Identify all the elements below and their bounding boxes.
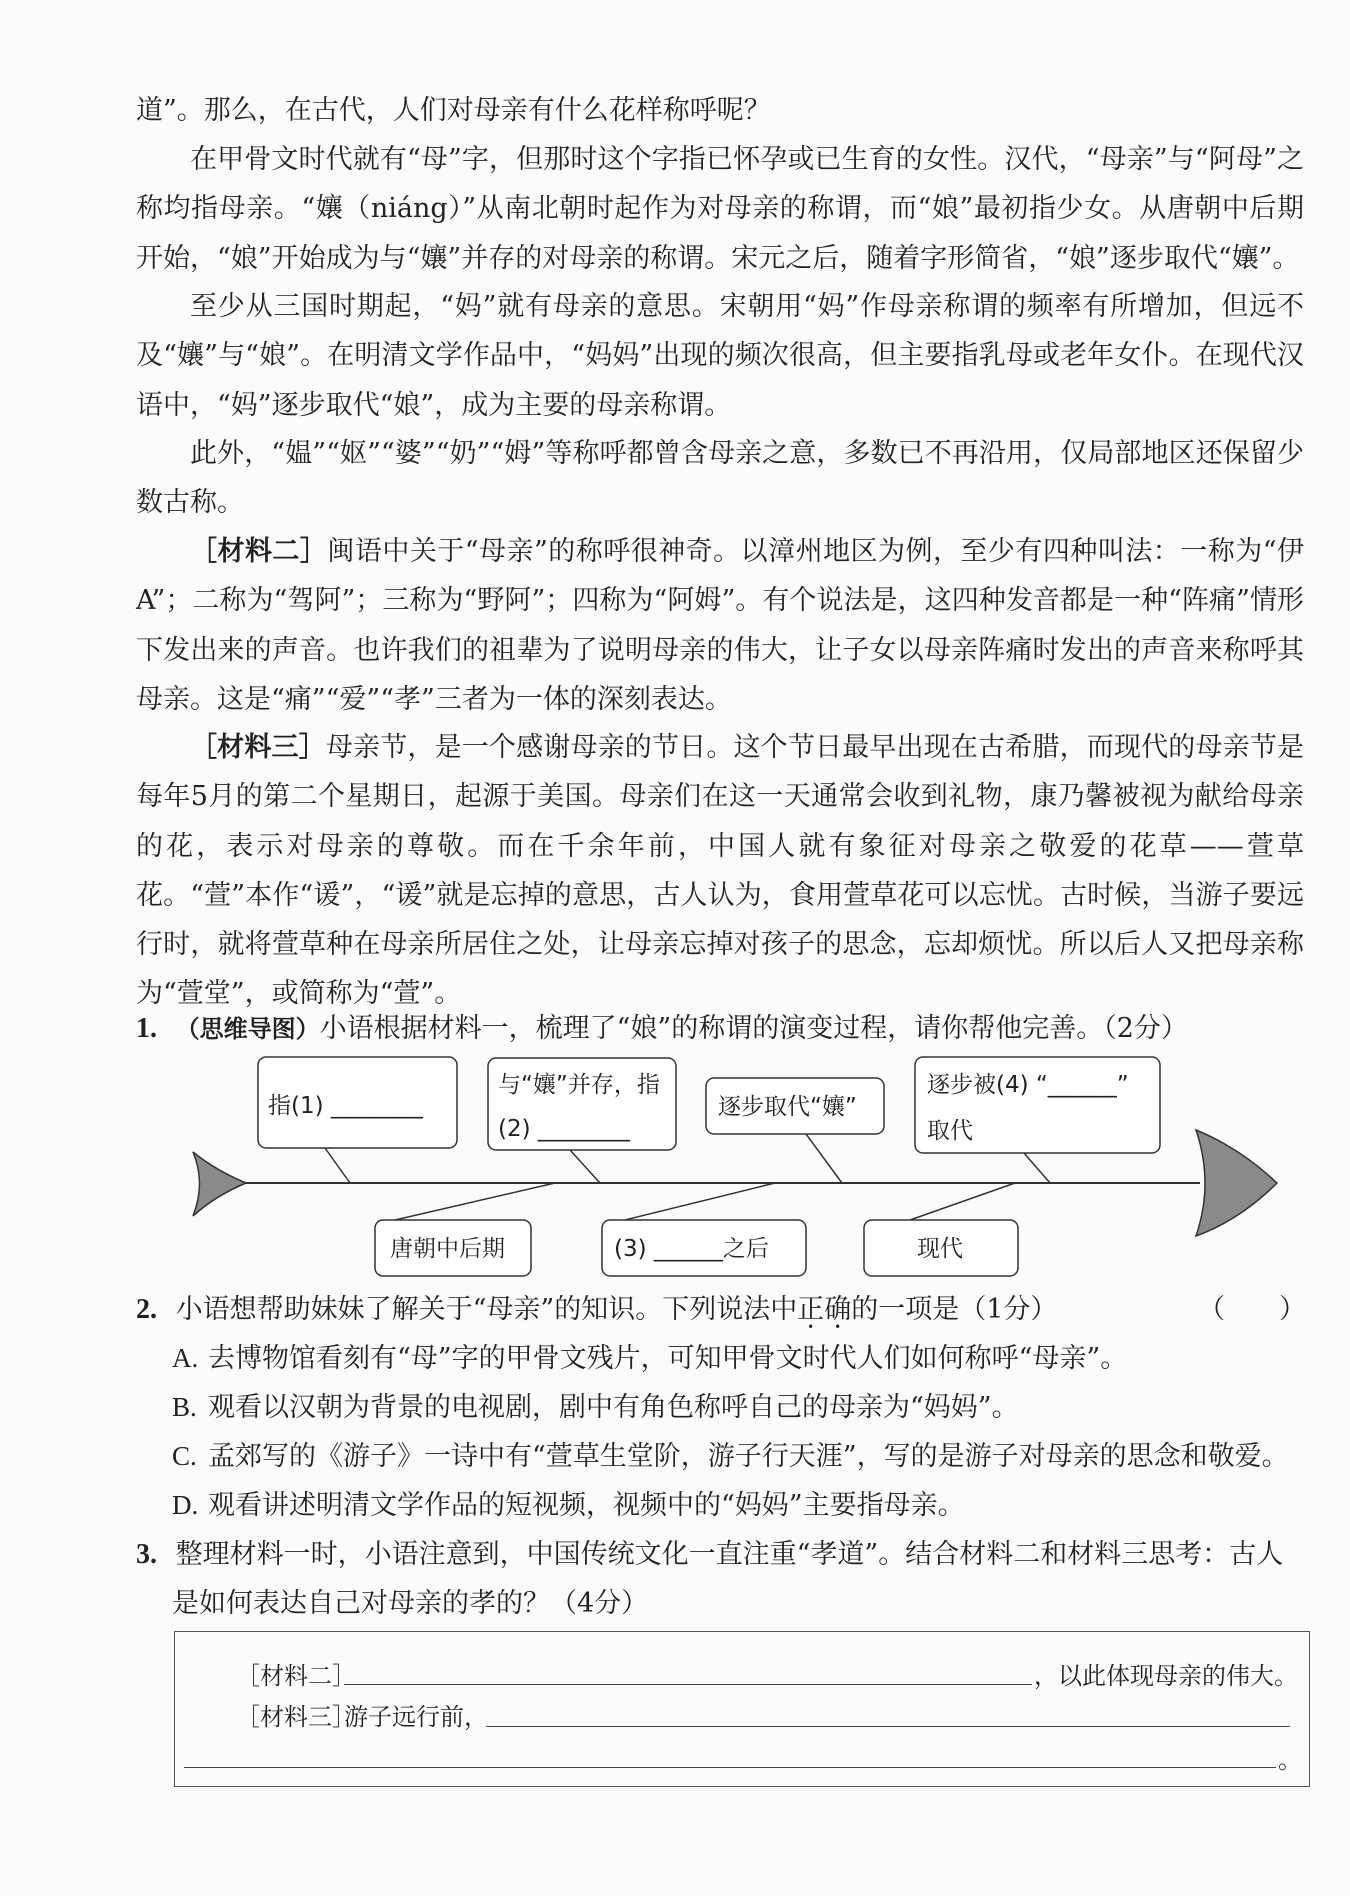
material-3-text: 母亲节，是一个感谢母亲的节日。这个节日最早出现在古希腊，而现代的母亲节是每年5月的第二个星期日，起源于美国。母亲们在这一天通常会收到礼物，康乃馨被视为献给母亲的花，表示对母亲的尊敬。而在千余年前，中国人就有象征对母亲之敬爱的花草——萱草花。“萱”本作“谖”，“谖”就是忘掉的意思，古人认为，食用萱草花可以忘忧。古时候，当游子要远行时，就将萱草种在母亲所居住之处，让母亲忘掉对孩子的思念，忘却烦忧。所以后人又把母亲称为“萱堂”，或简称为“萱”。	[136, 732, 1304, 1010]
diagram-box-2-line-2: (2) ________	[498, 1116, 630, 1142]
material-2-label: ［材料二］	[190, 536, 328, 567]
answer-material-3-blank-2[interactable]	[184, 1767, 1276, 1768]
rib-1	[325, 1148, 350, 1183]
paragraph-ma-history: 至少从三国时期起，“妈”就有母亲的意思。宋朝用“妈”作母亲称谓的频率有所增加，但远不及“孃”与“娘”。在明清文学作品中，“妈妈”出现的频次很高，但主要指乳母或老年女仆。在现代汉语中，“妈”逐步取代“娘”，成为主要的母亲称谓。	[136, 291, 1304, 421]
answer-end-mark: 。	[1278, 1746, 1302, 1774]
rib-6	[625, 1183, 775, 1220]
option-b-text: 观看以汉朝为背景的电视剧，剧中有角色称呼自己的母亲为“妈妈”。	[208, 1392, 1019, 1423]
diagram-box-3-text: 逐步取代“孃”	[718, 1094, 857, 1120]
diagram-tail	[193, 1152, 246, 1216]
option-d-letter: D.	[172, 1490, 199, 1520]
option-b-letter: B.	[172, 1392, 197, 1422]
question-2-emphasis-2: 确	[824, 1294, 852, 1325]
option-a-letter: A.	[172, 1343, 199, 1373]
answer-material-2-blank[interactable]	[344, 1684, 1032, 1685]
rib-2	[570, 1150, 600, 1183]
paragraph-intro-end: 道”。那么，在古代，人们对母亲有什么花样称呼呢？	[136, 95, 771, 126]
diagram-head	[1196, 1130, 1277, 1236]
question-2-answer-bracket[interactable]: （ ）	[1198, 1294, 1306, 1325]
rib-5	[395, 1183, 555, 1220]
answer-material-3-prefix: 游子远行前，	[344, 1703, 488, 1731]
question-3-line-2: 是如何表达自己对母亲的孝的？（4分）	[172, 1588, 649, 1619]
diagram-box-6-text: (3) ______之后	[614, 1236, 769, 1262]
question-2-text-before: 小语想帮助妹妹了解关于“母亲”的知识。下列说法中	[175, 1294, 798, 1325]
material-3-label: ［材料三］	[190, 732, 326, 763]
answer-material-3-blank-1[interactable]	[486, 1726, 1290, 1727]
option-b[interactable]	[172, 1383, 1019, 1432]
diagram-box-7-text: 现代	[917, 1236, 963, 1262]
rib-4	[1024, 1153, 1050, 1183]
question-1-tag: （思维导图）	[175, 1014, 320, 1043]
question-3-line-1: 整理材料一时，小语注意到，中国传统文化一直注重“孝道”。结合材料二和材料三思考：古人	[175, 1539, 1284, 1570]
answer-material-2-label: ［材料二］	[236, 1662, 356, 1690]
rib-7	[910, 1183, 1015, 1220]
question-2	[136, 1285, 1306, 1334]
question-2-number: 2.	[136, 1294, 157, 1325]
rib-3	[806, 1134, 842, 1183]
paragraph-mu-history: 在甲骨文时代就有“母”字，但那时这个字指已怀孕或已生育的女性。汉代，“母亲”与“阿母”之称均指母亲。“孃（niáng）”从南北朝时起作为对母亲的称谓，而“娘”最初指少女。从唐朝中后期开始，“娘”开始成为与“孃”并存的对母亲的称谓。宋元之后，随着字形简省，“娘”逐步取代“孃”。	[136, 144, 1304, 274]
option-c-text: 孟郊写的《游子》一诗中有“萱草生堂阶，游子行天涯”，写的是游子对母亲的思念和敬爱。	[208, 1441, 1289, 1472]
question-3-number: 3.	[136, 1539, 157, 1570]
option-d-text: 观看讲述明清文学作品的短视频，视频中的“妈妈”主要指母亲。	[208, 1490, 965, 1521]
answer-material-3-label: ［材料三］	[236, 1703, 356, 1731]
option-c-letter: C.	[172, 1441, 197, 1471]
diagram-box-4-line-1: 逐步被(4) “______”	[927, 1072, 1129, 1098]
option-d[interactable]	[172, 1481, 965, 1530]
material-2-text: 闽语中关于“母亲”的称呼很神奇。以漳州地区为例，至少有四种叫法：一称为“伊A”；二称为“驾阿”；三称为“野阿”；四称为“阿姆”。有个说法是，这四种发音都是一种“阵痛”情形下发出来的声音。也许我们的祖辈为了说明母亲的伟大，让子女以母亲阵痛时发出的声音来称呼其母亲。这是“痛”“爱”“孝”三者为一体的深刻表达。	[136, 536, 1304, 715]
question-1-text: 小语根据材料一，梳理了“娘”的称谓的演变过程，请你帮他完善。（2分）	[319, 1013, 1188, 1044]
answer-material-2-suffix: ，以此体现母亲的伟大。	[1034, 1662, 1298, 1690]
diagram-box-5-text: 唐朝中后期	[390, 1236, 505, 1262]
diagram-box-1-text: 指(1) ________	[268, 1093, 423, 1119]
question-3	[136, 1530, 1306, 1579]
option-a[interactable]	[172, 1334, 1127, 1383]
question-2-emphasis-1: 正	[797, 1294, 825, 1325]
diagram-box-4-line-2: 取代	[927, 1118, 973, 1144]
diagram-box-2-line-1: 与“孃”并存，指	[498, 1072, 660, 1098]
option-c[interactable]	[172, 1432, 1289, 1481]
option-a-text: 去博物馆看刻有“母”字的甲骨文残片，可知甲骨文时代人们如何称呼“母亲”。	[208, 1343, 1128, 1374]
question-1-number: 1.	[136, 1013, 157, 1044]
paragraph-other-names: 此外，“媪”“妪”“婆”“奶”“姆”等称呼都曾含母亲之意，多数已不再沿用，仅局部地区还保留少数古称。	[136, 438, 1304, 519]
question-2-text-after: 的一项是（1分）	[851, 1294, 1058, 1325]
